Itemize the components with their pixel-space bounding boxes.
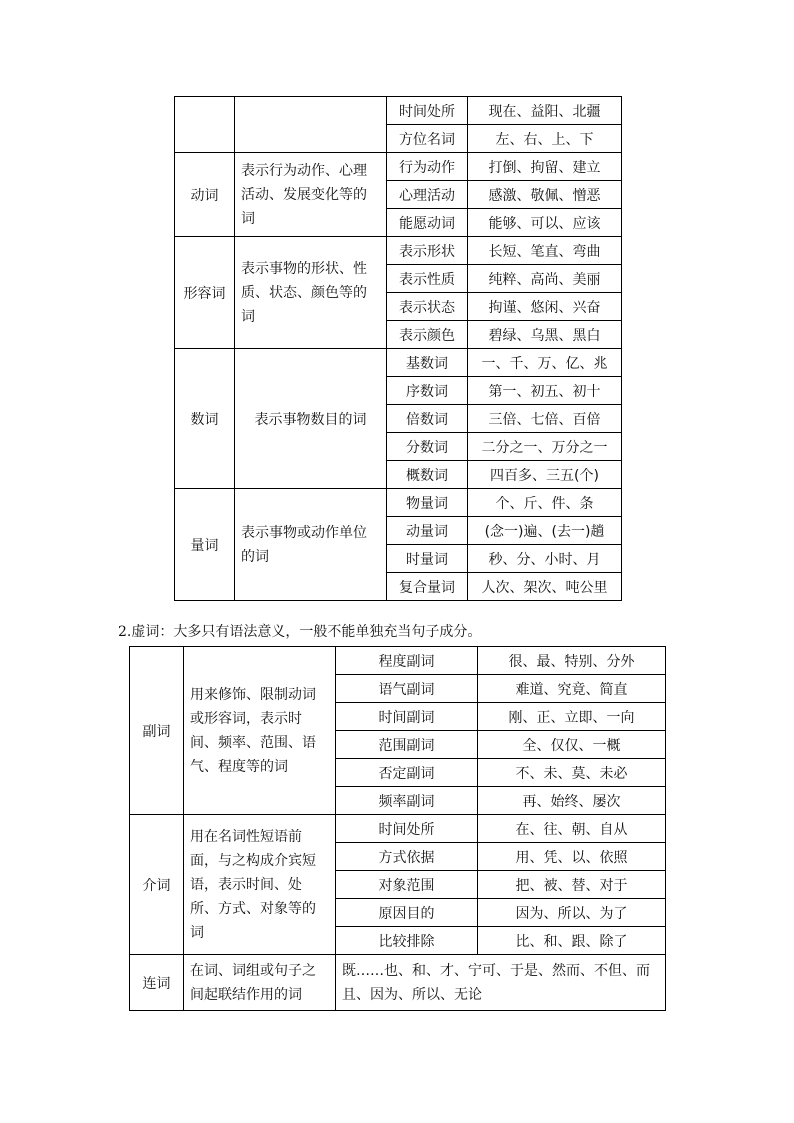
table-row (175, 349, 622, 377)
subtype-cell: 方式依据 (336, 843, 478, 871)
subtype-cell: 范围副词 (336, 731, 478, 759)
example-cell: 很、最、特别、分外 (478, 647, 666, 675)
description-cell: 用在名词性短语前面，与之构成介宾短语，表示时间、处所、方式、对象等的词 (184, 815, 336, 955)
table-row (130, 815, 666, 843)
section-heading (118, 622, 481, 642)
description-cell: 表示行为动作、心理活动、发展变化等的词 (235, 153, 387, 237)
example-cell: 不、未、莫、未必 (478, 759, 666, 787)
category-cell: 形容词 (175, 237, 235, 349)
table-row (175, 97, 622, 125)
example-cell: 全、仅仅、一概 (478, 731, 666, 759)
table-row (130, 647, 666, 675)
example-cell: 拘谨、悠闲、兴奋 (468, 293, 622, 321)
subtype-cell: 语气副词 (336, 675, 478, 703)
example-cell: 打倒、拘留、建立 (468, 153, 622, 181)
example-cell: 既……也、和、才、宁可、于是、然而、不但、而且、因为、所以、无论 (336, 955, 666, 1011)
description-cell: 用来修饰、限制动词或形容词，表示时间、频率、范围、语气、程度等的词 (184, 647, 336, 815)
example-cell: 长短、笔直、弯曲 (468, 237, 622, 265)
example-cell: 因为、所以、为了 (478, 899, 666, 927)
subtype-cell: 概数词 (387, 461, 468, 489)
subtype-cell: 时间副词 (336, 703, 478, 731)
example-cell: 感激、敬佩、憎恶 (468, 181, 622, 209)
example-cell: 一、千、万、亿、兆 (468, 349, 622, 377)
description-cell: 表示事物或动作单位的词 (235, 489, 387, 601)
subtype-cell: 能愿动词 (387, 209, 468, 237)
example-cell: 个、斤、件、条 (468, 489, 622, 517)
subtype-cell: 表示状态 (387, 293, 468, 321)
example-cell: 碧绿、乌黑、黑白 (468, 321, 622, 349)
example-cell: 再、始终、屡次 (478, 787, 666, 815)
category-cell: 副词 (130, 647, 184, 815)
subtype-cell: 程度副词 (336, 647, 478, 675)
subtype-cell: 对象范围 (336, 871, 478, 899)
subtype-cell: 否定副词 (336, 759, 478, 787)
example-cell: 人次、架次、吨公里 (468, 573, 622, 601)
category-cell: 量词 (175, 489, 235, 601)
section-number: 2. (118, 624, 132, 640)
category-cell: 动词 (175, 153, 235, 237)
subtype-cell: 时间处所 (336, 815, 478, 843)
example-cell: 纯粹、高尚、美丽 (468, 265, 622, 293)
subtype-cell: 表示颜色 (387, 321, 468, 349)
section-heading-text: 虚词：大多只有语法意义，一般不能单独充当句子成分。 (131, 624, 482, 640)
description-cell: 表示事物的形状、性质、状态、颜色等的词 (235, 237, 387, 349)
example-cell: 二分之一、万分之一 (468, 433, 622, 461)
subtype-cell: 序数词 (387, 377, 468, 405)
subtype-cell: 行为动作 (387, 153, 468, 181)
example-cell: 秒、分、小时、月 (468, 545, 622, 573)
subtype-cell: 分数词 (387, 433, 468, 461)
example-cell: 现在、益阳、北疆 (468, 97, 622, 125)
table-row (175, 237, 622, 265)
table-row (175, 489, 622, 517)
category-cell (175, 97, 235, 153)
subtype-cell: 物量词 (387, 489, 468, 517)
subtype-cell: 倍数词 (387, 405, 468, 433)
example-cell: 用、凭、以、依照 (478, 843, 666, 871)
example-cell: 难道、究竟、简直 (478, 675, 666, 703)
table-notional-words (174, 96, 622, 601)
example-cell: 第一、初五、初十 (468, 377, 622, 405)
table-row (130, 955, 666, 1011)
category-cell: 数词 (175, 349, 235, 489)
example-cell: 刚、正、立即、一向 (478, 703, 666, 731)
subtype-cell: 时间处所 (387, 97, 468, 125)
subtype-cell: 比较排除 (336, 927, 478, 955)
table-function-words (129, 646, 666, 1011)
example-cell: (念一)遍、(去一)趟 (468, 517, 622, 545)
subtype-cell: 频率副词 (336, 787, 478, 815)
category-cell: 介词 (130, 815, 184, 955)
example-cell: 比、和、跟、除了 (478, 927, 666, 955)
subtype-cell: 动量词 (387, 517, 468, 545)
example-cell: 在、往、朝、自从 (478, 815, 666, 843)
description-cell: 表示事物数目的词 (235, 349, 387, 489)
subtype-cell: 原因目的 (336, 899, 478, 927)
example-cell: 把、被、替、对于 (478, 871, 666, 899)
example-cell: 能够、可以、应该 (468, 209, 622, 237)
subtype-cell: 复合量词 (387, 573, 468, 601)
example-cell: 三倍、七倍、百倍 (468, 405, 622, 433)
example-cell: 左、右、上、下 (468, 125, 622, 153)
subtype-cell: 方位名词 (387, 125, 468, 153)
subtype-cell: 基数词 (387, 349, 468, 377)
subtype-cell: 表示性质 (387, 265, 468, 293)
category-cell: 连词 (130, 955, 184, 1011)
description-cell: 在词、词组或句子之间起联结作用的词 (184, 955, 336, 1011)
example-cell: 四百多、三五(个) (468, 461, 622, 489)
description-cell (235, 97, 387, 153)
subtype-cell: 心理活动 (387, 181, 468, 209)
subtype-cell: 表示形状 (387, 237, 468, 265)
subtype-cell: 时量词 (387, 545, 468, 573)
table-row (175, 153, 622, 181)
